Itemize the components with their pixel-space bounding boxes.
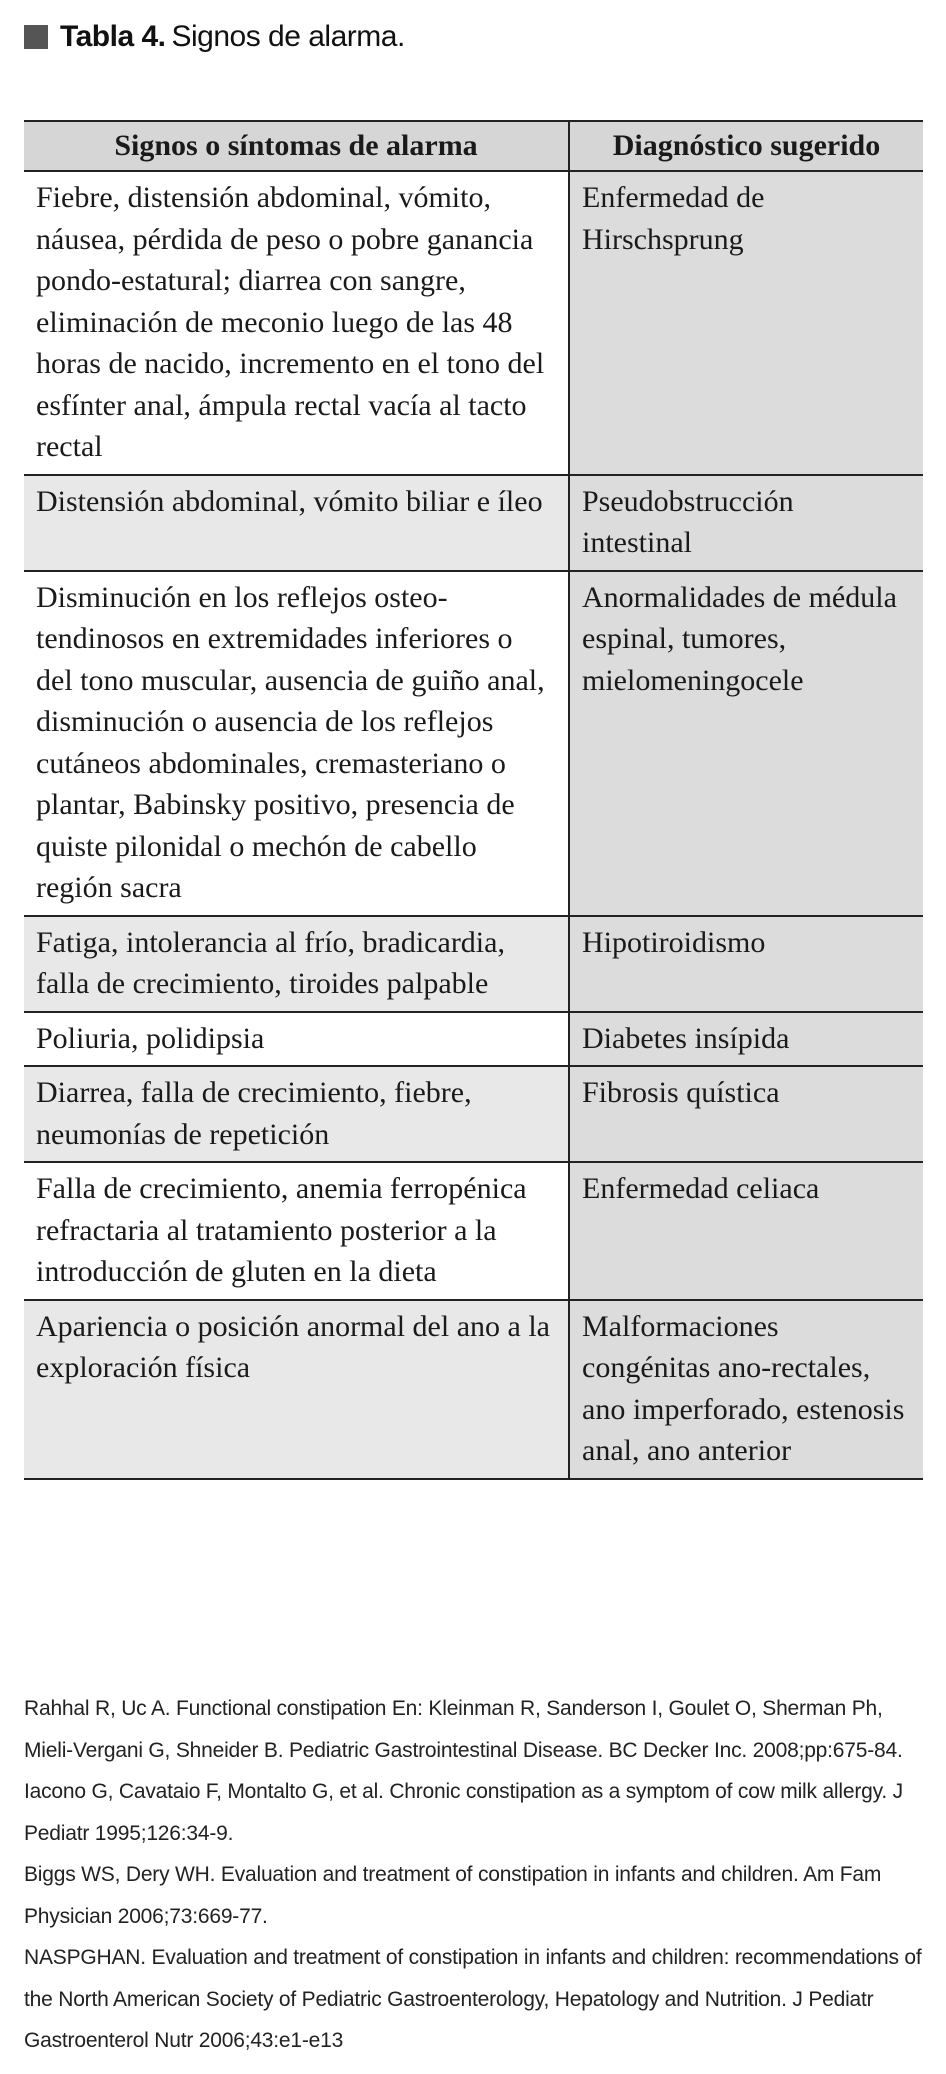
- alarm-signs-table: [24, 120, 923, 1480]
- table-row: [24, 475, 923, 571]
- diagnosis-cell: Diabetes insípida: [569, 1012, 923, 1067]
- signs-cell: Apariencia o posición anormal del ano a la exploración física: [24, 1300, 569, 1479]
- diagnosis-cell: Pseudobstrucción intestinal: [569, 475, 923, 571]
- table-caption-label: Tabla 4.: [60, 20, 166, 53]
- diagnosis-cell: Malformaciones congénitas ano-rectales, ano imperforado, estenosis anal, ano anterior: [569, 1300, 923, 1479]
- signs-cell: Diarrea, falla de crecimiento, fiebre, neumonías de repetición: [24, 1066, 569, 1162]
- reference-item: Iacono G, Cavataio F, Montalto G, et al. Chronic constipation as a symptom of cow milk allergy. J Pediatr 1995;126:34-9.: [24, 1780, 903, 1845]
- reference-item: Rahhal R, Uc A. Functional constipation En: Kleinman R, Sanderson I, Goulet O, Sherman Ph, Mieli-Vergani G, Shneider B. Pediatric Gastrointestinal Disease. BC Decker Inc. 2008;pp:675-84.: [24, 1697, 903, 1762]
- signs-cell: Disminución en los reflejos osteo-tendinosos en extremidades inferiores o del tono muscular, ausencia de guiño anal, disminución o ausencia de los reflejos cutáneos abdominales, cremasteriano o plantar, Babinsky positivo, presencia de quiste pilonidal o mechón de cabello región sacra: [24, 571, 569, 916]
- table-row: [24, 1162, 923, 1300]
- signs-cell: Fiebre, distensión abdominal, vómito, náusea, pérdida de peso o pobre ganancia pondo-estatural; diarrea con sangre, eliminación de meconio luego de las 48 horas de nacido, incremento en el tono del esfínter anal, ámpula rectal vacía al tacto rectal: [24, 171, 569, 475]
- table-row: [24, 1300, 923, 1479]
- signs-cell: Falla de crecimiento, anemia ferropénica refractaria al tratamiento posterior a la introducción de gluten en la dieta: [24, 1162, 569, 1300]
- table-caption: [24, 20, 405, 54]
- table-row: [24, 1012, 923, 1067]
- diagnosis-cell: Enfermedad celiaca: [569, 1162, 923, 1300]
- header-diagnosis: Diagnóstico sugerido: [569, 121, 923, 171]
- table-row: [24, 171, 923, 475]
- table-header-row: [24, 121, 923, 171]
- table-caption-text: Signos de alarma.: [171, 20, 405, 53]
- square-bullet-icon: [24, 25, 48, 49]
- diagnosis-cell: Hipotiroidismo: [569, 916, 923, 1012]
- signs-cell: Poliuria, polidipsia: [24, 1012, 569, 1067]
- table-row: [24, 571, 923, 916]
- signs-cell: Distensión abdominal, vómito biliar e íleo: [24, 475, 569, 571]
- table-row: [24, 916, 923, 1012]
- references: [24, 1688, 924, 2062]
- header-signs: Signos o síntomas de alarma: [24, 121, 569, 171]
- diagnosis-cell: Anormalidades de médula espinal, tumores, mielomeningocele: [569, 571, 923, 916]
- signs-cell: Fatiga, intolerancia al frío, bradicardia, falla de crecimiento, tiroides palpable: [24, 916, 569, 1012]
- reference-item: NASPGHAN. Evaluation and treatment of constipation in infants and children: recommendations of the North American Society of Pediatric Gastroenterology, Hepatology and Nutrition. J Pediatr Gastroenterol Nutr 2006;43:e1-e13: [24, 1946, 922, 2052]
- reference-item: Biggs WS, Dery WH. Evaluation and treatment of constipation in infants and children. Am Fam Physician 2006;73:669-77.: [24, 1863, 882, 1928]
- diagnosis-cell: Fibrosis quística: [569, 1066, 923, 1162]
- table-row: [24, 1066, 923, 1162]
- diagnosis-cell: Enfermedad de Hirschsprung: [569, 171, 923, 475]
